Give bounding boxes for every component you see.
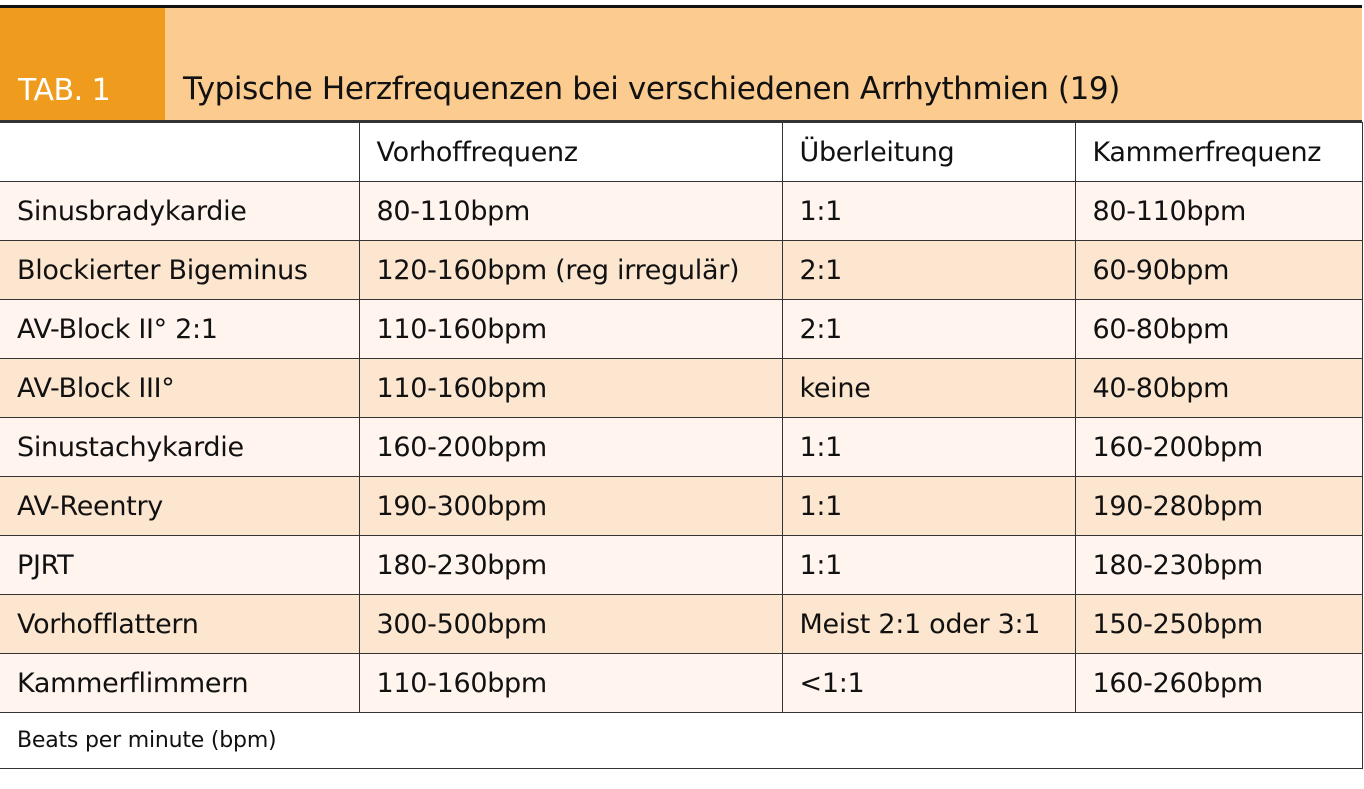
table-cell: 190-280bpm [1075,477,1362,536]
table-cell: 180-230bpm [359,536,782,595]
table-cell: 110-160bpm [359,300,782,359]
table-cell: 190-300bpm [359,477,782,536]
table-row [0,300,1362,359]
table-cell: 1:1 [782,418,1075,477]
table-cell: 120-160bpm (reg irregulär) [359,241,782,300]
column-header: Vorhoffrequenz [359,123,782,182]
table-cell: keine [782,359,1075,418]
table-cell: Blockierter Bigeminus [0,241,359,300]
table-row [0,182,1362,241]
table-cell: AV-Block III° [0,359,359,418]
table-row [0,418,1362,477]
column-header: Überleitung [782,123,1075,182]
table-number-label: TAB. 1 [0,8,165,120]
data-table [0,122,1363,769]
table-cell: AV-Block II° 2:1 [0,300,359,359]
table-cell: 180-230bpm [1075,536,1362,595]
table-row [0,595,1362,654]
column-header-row [0,123,1362,182]
column-header: Kammerfrequenz [1075,123,1362,182]
table-cell: 160-200bpm [359,418,782,477]
table-cell: 2:1 [782,300,1075,359]
footnote-row [0,713,1362,769]
table-cell: Sinustachykardie [0,418,359,477]
table-row [0,359,1362,418]
table-row [0,477,1362,536]
table-row [0,536,1362,595]
table-cell: Sinusbradykardie [0,182,359,241]
table-row [0,241,1362,300]
arrhythmia-table [0,5,1362,769]
table-cell: 110-160bpm [359,359,782,418]
column-header [0,123,359,182]
table-cell: 40-80bpm [1075,359,1362,418]
table-cell: AV-Reentry [0,477,359,536]
table-cell: Vorhofflattern [0,595,359,654]
table-cell: <1:1 [782,654,1075,713]
table-cell: 2:1 [782,241,1075,300]
table-cell: 1:1 [782,536,1075,595]
table-header [0,5,1362,122]
table-cell: 160-260bpm [1075,654,1362,713]
table-footnote: Beats per minute (bpm) [0,713,1362,769]
table-cell: Kammerflimmern [0,654,359,713]
table-cell: 60-90bpm [1075,241,1362,300]
table-cell: 300-500bpm [359,595,782,654]
table-cell: 1:1 [782,182,1075,241]
table-row [0,654,1362,713]
table-cell: 160-200bpm [1075,418,1362,477]
table-cell: 1:1 [782,477,1075,536]
table-cell: 150-250bpm [1075,595,1362,654]
table-cell: 80-110bpm [359,182,782,241]
table-title: Typische Herzfrequenzen bei verschiedenen Arrhythmien (19) [183,71,1120,107]
table-cell: 80-110bpm [1075,182,1362,241]
table-cell: Meist 2:1 oder 3:1 [782,595,1075,654]
table-cell: PJRT [0,536,359,595]
table-cell: 110-160bpm [359,654,782,713]
table-cell: 60-80bpm [1075,300,1362,359]
